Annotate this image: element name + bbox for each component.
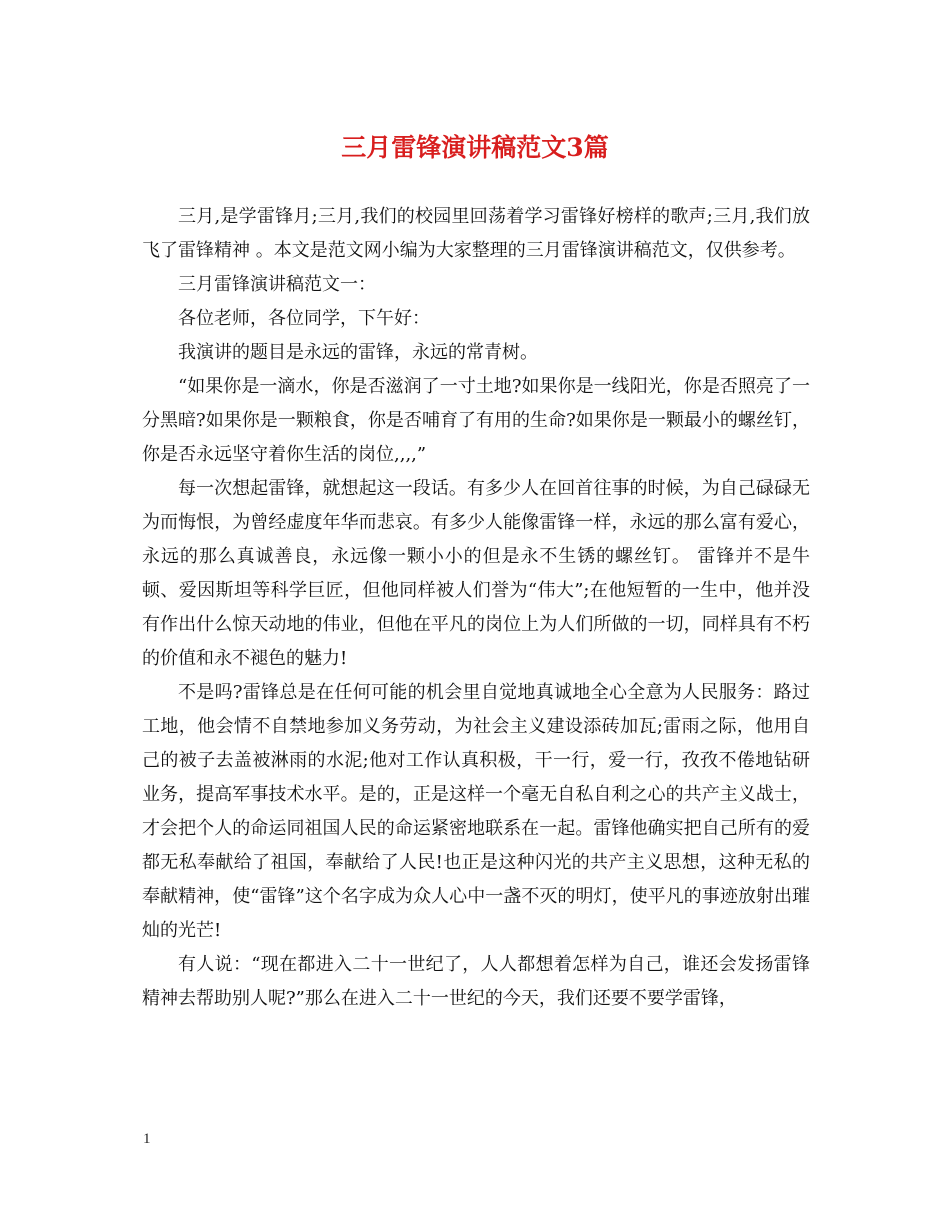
paragraph-section-heading: 三月雷锋演讲稿范文一：: [178, 274, 376, 295]
paragraph-deeds: 不是吗?雷锋总是在任何可能的机会里自觉地真诚地全心全意为人民服务：路过工地，他会情不自禁地参加义务劳动，为社会主义建设添砖加瓦;雷雨之际，他用自己的被子去盖被淋雨的水泥;他对工作认真积极，干一行，爱一行，孜孜不倦地钻研业务，提高军事技术水平。是的，正是这样一个毫无自私自利之心的共产主义战士，才会把个人的命运同祖国人民的命运紧密地联系在一起。雷锋他确实把自己所有的爱都无私奉献给了祖国，奉献给了人民!也正是这种闪光的共产主义思想，这种无私的奉献精神，使“雷锋”这个名字成为众人心中一盏不灭的明灯，使平凡的事迹放射出璀灿的光芒!: [142, 682, 810, 941]
paragraph-greeting: 各位老师，各位同学，下午好：: [178, 308, 430, 329]
paragraph-question: 有人说：“现在都进入二十一世纪了，人人都想着怎样为自己，谁还会发扬雷锋精神去帮助别人呢?”那么在进入二十一世纪的今天，我们还要不要学雷锋，: [142, 954, 810, 1009]
document-title: 三月雷锋演讲稿范文3篇: [341, 133, 609, 162]
paragraph-topic: 我演讲的题目是永远的雷锋，永远的常青树。: [178, 342, 538, 363]
page-number: 1: [143, 1131, 151, 1147]
paragraph-reflection: 每一次想起雷锋，就想起这一段话。有多少人在回首往事的时候，为自己碌碌无为而悔恨，为曾经虚度年华而悲哀。有多少人能像雷锋一样，永远的那么富有爱心，永远的那么真诚善良，永远像一颗小小的但是永不生锈的螺丝钉。 雷锋并不是牛顿、爱因斯坦等科学巨匠，但他同样被人们誉为“伟大”;在他短暂的一生中，他并没有作出什么惊天动地的伟业，但他在平凡的岗位上为人们所做的一切，同样具有不朽的价值和永不褪色的魅力!: [142, 478, 810, 669]
paragraph-quote: “如果你是一滴水，你是否滋润了一寸土地?如果你是一线阳光，你是否照亮了一分黑暗?如果你是一颗粮食，你是否哺育了有用的生命?如果你是一颗最小的螺丝钉，你是否永远坚守着你生活的岗位,,,,”: [142, 376, 810, 465]
document-body: [142, 200, 810, 1016]
paragraph-intro: 三月,是学雷锋月;三月,我们的校园里回荡着学习雷锋好榜样的歌声;三月,我们放飞了雷锋精神 。本文是范文网小编为大家整理的三月雷锋演讲稿范文，仅供参考。: [142, 206, 810, 261]
